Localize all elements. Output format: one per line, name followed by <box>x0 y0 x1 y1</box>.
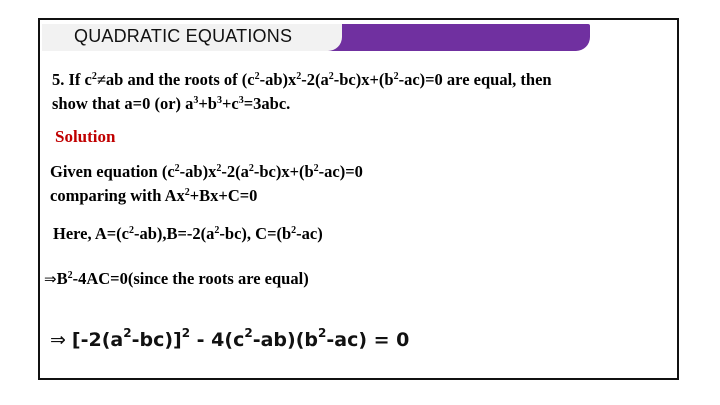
formula-sup: 2 <box>123 326 132 340</box>
title-bar <box>42 24 590 51</box>
discriminant-formula <box>50 326 410 351</box>
compare-text: +Bx+C=0 <box>189 186 258 205</box>
formula-text: -ab)(b <box>252 329 318 351</box>
solution-label: Solution <box>55 127 116 146</box>
slide-title: QUADRATIC EQUATIONS <box>74 26 293 46</box>
q2-text: +b <box>198 94 217 113</box>
formula-sup: 2 <box>244 326 253 340</box>
formula-text: -bc)] <box>131 329 182 351</box>
question-line-1 <box>52 70 552 90</box>
coefficients-line <box>53 224 323 244</box>
formula-text: [-2(a <box>71 329 124 351</box>
here-sup: 2 <box>291 225 297 236</box>
given-text: -ab)x <box>179 162 217 181</box>
q1-text: -2(a <box>301 70 329 89</box>
q2-sup: 3 <box>217 95 222 106</box>
compare-text: comparing with Ax <box>50 186 185 205</box>
implies-arrow-icon: ⇒ <box>44 270 57 288</box>
question-line-2 <box>52 94 290 114</box>
given-sup: 2 <box>216 163 222 174</box>
formula-text: -ac) = 0 <box>326 329 410 351</box>
disc-text: -4AC=0(since the roots are equal) <box>72 269 309 288</box>
here-text: -ab),B=-2(a <box>133 224 215 243</box>
formula-sup: 2 <box>318 326 327 340</box>
q2-text: show that a=0 (or) a <box>52 94 194 113</box>
q2-text: =3abc. <box>243 94 291 113</box>
given-text: -2(a <box>221 162 249 181</box>
here-text: Here, A=(c <box>53 224 129 243</box>
given-equation-line <box>50 162 363 182</box>
given-sup: 2 <box>313 163 319 174</box>
q2-sup: 3 <box>238 95 244 106</box>
given-sup: 2 <box>174 163 180 174</box>
q2-sup: 3 <box>193 95 199 106</box>
q1-sup: 2 <box>393 71 399 82</box>
disc-sup: 2 <box>67 270 73 281</box>
given-text: -bc)x+(b <box>253 162 314 181</box>
here-text: -ac) <box>296 224 323 243</box>
q1-text: -ab)x <box>259 70 297 89</box>
compare-sup: 2 <box>184 187 190 198</box>
q1-sup: 2 <box>296 71 302 82</box>
here-text: -bc), C=(b <box>219 224 292 243</box>
implies-arrow-icon: ⇒ <box>50 329 66 351</box>
given-text: -ac)=0 <box>318 162 363 181</box>
q1-text: 5. If c <box>52 70 92 89</box>
q1-sup: 2 <box>91 71 97 82</box>
discriminant-line <box>44 269 309 289</box>
formula-sup: 2 <box>181 326 191 340</box>
q1-sup: 2 <box>254 71 260 82</box>
here-sup: 2 <box>214 225 220 236</box>
q1-text: -bc)x+(b <box>333 70 394 89</box>
given-text: Given equation (c <box>50 162 175 181</box>
given-sup: 2 <box>248 163 254 174</box>
q1-text: -ac)=0 are equal, then <box>398 70 552 89</box>
disc-text: B <box>56 269 68 288</box>
q1-sup: 2 <box>328 71 334 82</box>
formula-text: - 4(c <box>190 329 245 351</box>
q1-text: ≠ab and the roots of (c <box>96 70 255 89</box>
comparing-line <box>50 186 257 206</box>
q2-text: +c <box>222 94 239 113</box>
here-sup: 2 <box>128 225 134 236</box>
